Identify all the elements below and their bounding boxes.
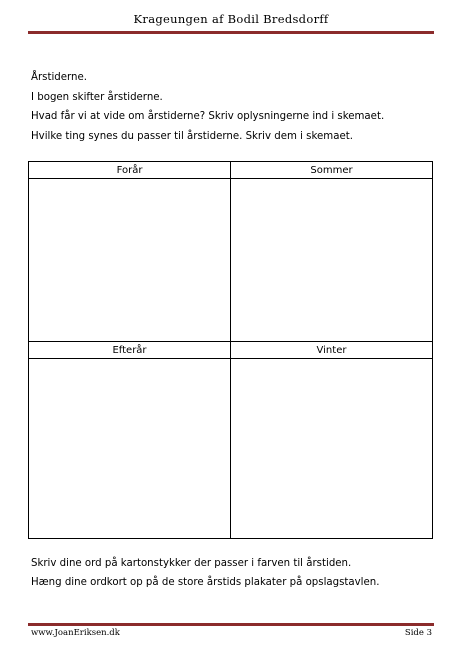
cell-autumn[interactable] — [29, 342, 231, 538]
header-autumn: Efterår — [29, 342, 230, 359]
cell-winter[interactable] — [231, 342, 432, 538]
outro-line: Hæng dine ordkort op på de store årstids plakater på opslagstavlen. — [31, 577, 380, 588]
header-spring: Forår — [29, 162, 230, 179]
intro-line: Årstiderne. — [31, 72, 87, 83]
document-title: Krageungen af Bodil Bredsdorff — [133, 12, 329, 26]
seasons-table — [28, 161, 433, 539]
intro-text — [31, 68, 431, 146]
intro-line: Hvad får vi at vide om årstiderne? Skriv oplysningerne ind i skemaet. — [31, 111, 385, 122]
header-summer: Sommer — [231, 162, 432, 179]
footer-website: www.JoanEriksen.dk — [31, 628, 120, 638]
cell-summer[interactable] — [231, 162, 432, 342]
intro-line: Hvilke ting synes du passer til årstiderne. Skriv dem i skemaet. — [31, 130, 353, 142]
cell-spring[interactable] — [29, 162, 231, 342]
page-number: Side 3 — [404, 628, 432, 638]
header-rule — [28, 31, 434, 34]
header-winter: Vinter — [231, 342, 432, 359]
footer-rule — [28, 623, 434, 626]
outro-line: Skriv dine ord på kartonstykker der passer i farven til årstiden. — [31, 558, 352, 569]
intro-line: I bogen skifter årstiderne. — [31, 91, 163, 103]
outro-text — [31, 554, 431, 592]
